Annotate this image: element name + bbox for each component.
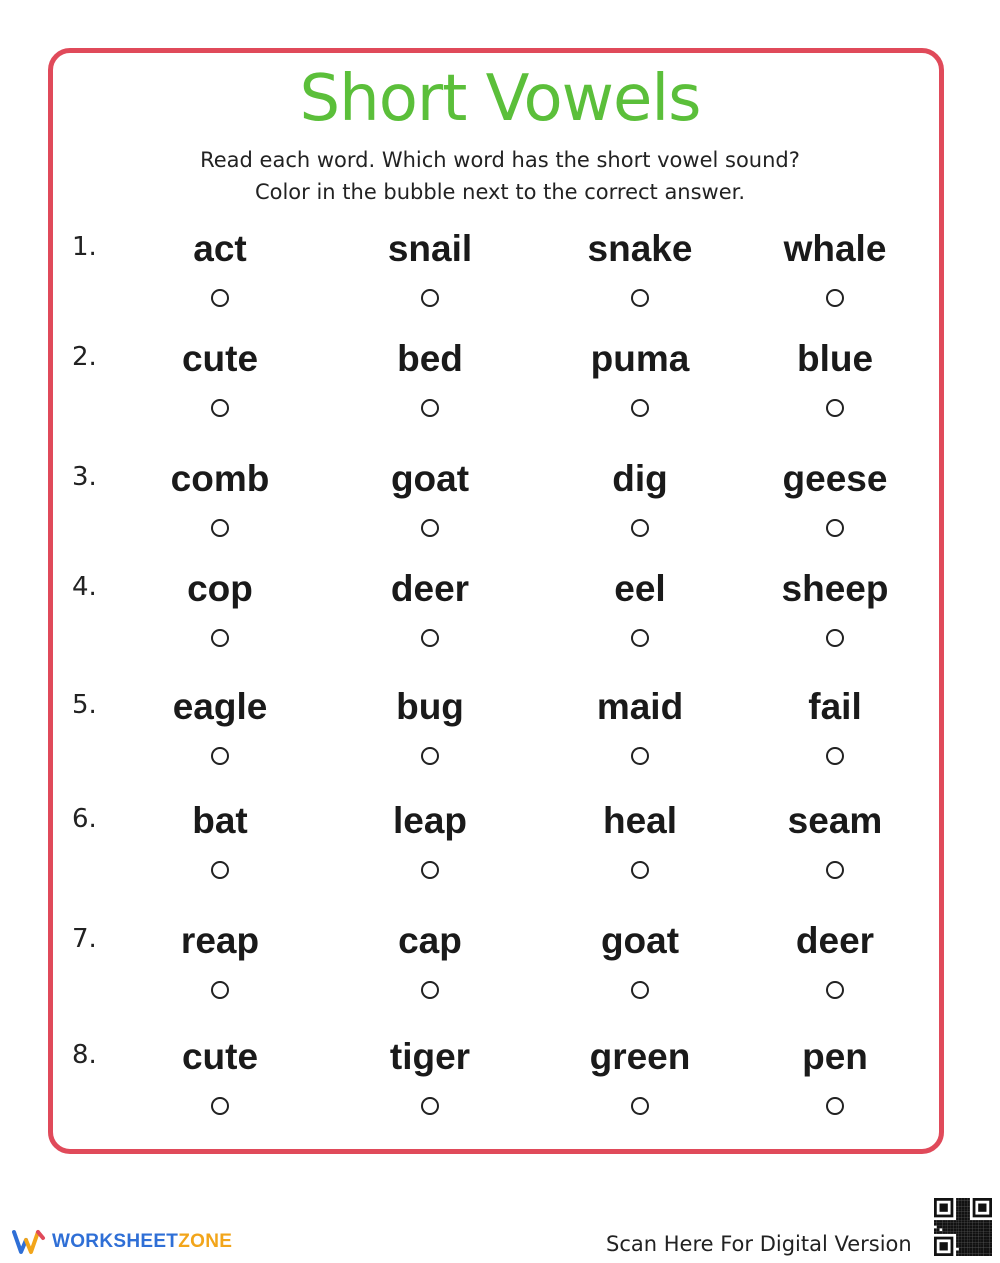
answer-word: cute (181, 1036, 259, 1077)
answer-bubble[interactable] (826, 519, 844, 537)
brand-word: WORKSHEET (52, 1231, 179, 1252)
answer-bubble[interactable] (211, 289, 229, 307)
question-number: 7. (72, 924, 97, 954)
answer-bubble[interactable] (421, 1097, 439, 1115)
answer-word: eagle (172, 686, 268, 727)
question-number: 1. (72, 232, 97, 262)
answer-word: sheep (781, 568, 889, 609)
answer-bubble[interactable] (826, 1097, 844, 1115)
answer-bubble[interactable] (826, 981, 844, 999)
instruction-line-1: Read each word. Which word has the short vowel sound? (200, 148, 800, 172)
answer-word: comb (170, 458, 270, 499)
answer-word: deer (795, 920, 875, 961)
answer-bubble[interactable] (826, 861, 844, 879)
answer-word: eel (614, 568, 666, 609)
answer-word: leap (392, 800, 468, 841)
answer-bubble[interactable] (826, 289, 844, 307)
question-number: 3. (72, 462, 97, 492)
qr-code-icon[interactable] (934, 1198, 992, 1256)
answer-word: bug (396, 686, 464, 727)
worksheetzone-logo-icon (12, 1228, 46, 1256)
answer-bubble[interactable] (631, 399, 649, 417)
answer-word: maid (596, 686, 684, 727)
answer-bubble[interactable] (631, 519, 649, 537)
brand-name (52, 1231, 232, 1253)
answer-bubble[interactable] (631, 1097, 649, 1115)
question-number: 4. (72, 572, 97, 602)
question-number: 6. (72, 804, 97, 834)
answer-word: cute (181, 338, 259, 379)
answer-bubble[interactable] (211, 747, 229, 765)
scan-caption: Scan Here For Digital Version (606, 1232, 912, 1256)
answer-bubble[interactable] (631, 747, 649, 765)
answer-bubble[interactable] (421, 629, 439, 647)
question-number: 2. (72, 342, 97, 372)
answer-word: goat (600, 920, 680, 961)
answer-bubble[interactable] (631, 289, 649, 307)
answer-bubble[interactable] (421, 289, 439, 307)
answer-bubble[interactable] (826, 629, 844, 647)
answer-bubble[interactable] (211, 981, 229, 999)
answer-word: blue (796, 338, 874, 379)
answer-bubble[interactable] (211, 1097, 229, 1115)
answer-word: snake (587, 228, 693, 269)
answer-bubble[interactable] (211, 399, 229, 417)
question-number: 5. (72, 690, 97, 720)
answer-bubble[interactable] (826, 399, 844, 417)
question-number: 8. (72, 1040, 97, 1070)
answer-bubble[interactable] (826, 747, 844, 765)
answer-bubble[interactable] (421, 981, 439, 999)
answer-word: tiger (389, 1036, 471, 1077)
answer-bubble[interactable] (421, 861, 439, 879)
answer-word: dig (612, 458, 668, 499)
brand-zone: ZONE (178, 1231, 233, 1252)
answer-word: green (589, 1036, 691, 1077)
instruction-line-2: Color in the bubble next to the correct answer. (254, 180, 746, 204)
answer-word: cap (398, 920, 462, 961)
answer-word: whale (783, 228, 887, 269)
answer-word: heal (602, 800, 678, 841)
answer-bubble[interactable] (631, 861, 649, 879)
answer-word: seam (787, 800, 883, 841)
answer-bubble[interactable] (421, 519, 439, 537)
answer-word: reap (180, 920, 260, 961)
answer-bubble[interactable] (211, 861, 229, 879)
answer-word: deer (390, 568, 470, 609)
answer-bubble[interactable] (631, 981, 649, 999)
answer-bubble[interactable] (631, 629, 649, 647)
answer-word: goat (390, 458, 470, 499)
brand-logo (12, 1228, 232, 1256)
answer-word: pen (802, 1036, 868, 1077)
answer-bubble[interactable] (421, 399, 439, 417)
answer-word: act (193, 228, 247, 269)
answer-word: bed (397, 338, 463, 379)
answer-word: snail (387, 228, 473, 269)
answer-bubble[interactable] (211, 629, 229, 647)
answer-word: fail (808, 686, 862, 727)
answer-bubble[interactable] (421, 747, 439, 765)
answer-word: bat (192, 800, 248, 841)
answer-word: puma (590, 338, 690, 379)
answer-word: geese (782, 458, 888, 499)
answer-word: cop (187, 568, 253, 609)
page-title: Short Vowels (299, 62, 701, 136)
answer-bubble[interactable] (211, 519, 229, 537)
